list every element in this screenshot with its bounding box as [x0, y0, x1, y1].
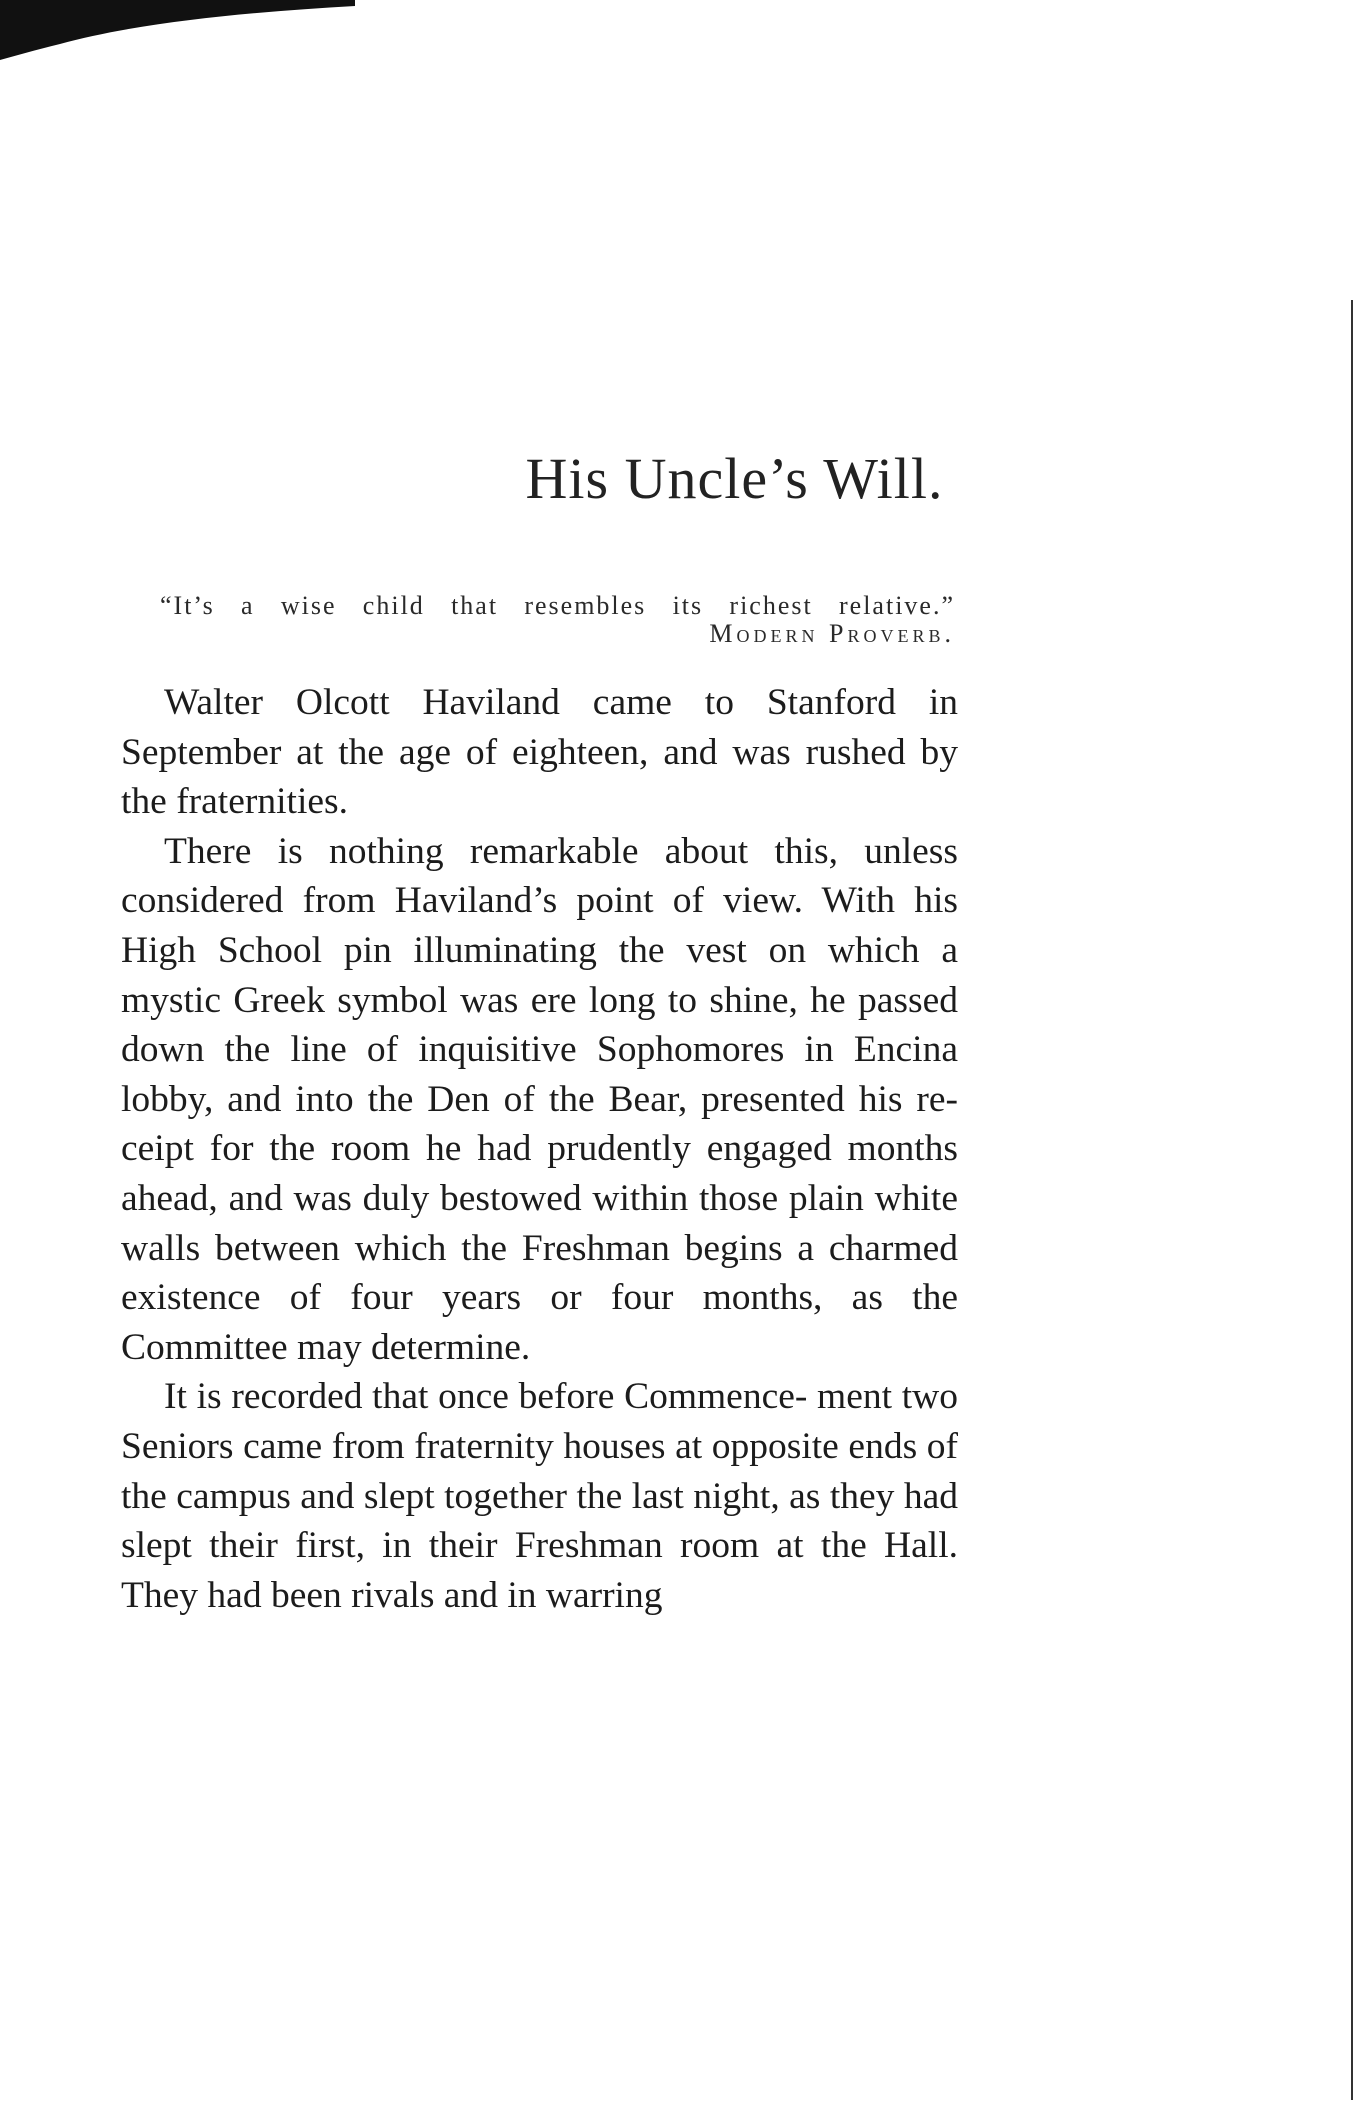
- chapter-title: His Uncle’s Will.: [525, 446, 944, 511]
- body-text: [121, 678, 958, 1620]
- paragraph: Walter Olcott Haviland came to Stanford in September at the age of eighteen, and was rushed by the fraternities.: [121, 682, 958, 823]
- paragraph: It is recorded that once before Commence- ment two Seniors came from fraternity houses at opposite ends of the campus and slept together the last night, as they had slept their first, in their Freshman room at the Hall. They had been rivals and in warring: [121, 1376, 958, 1616]
- scan-artifact-right-edge: [1349, 300, 1355, 2100]
- scan-artifact-top-left: [0, 0, 355, 60]
- epigraph-source: Modern Proverb.: [709, 619, 955, 648]
- epigraph: [160, 592, 955, 648]
- paragraph: There is nothing remarkable about this, unless considered from Haviland’s point of view. With his High School pin illuminating the vest on which a mystic Greek symbol was ere long to shine, he passed down the line of inquisitive Sophomores in Encina lobby, and into the Den of the Bear, presented his re- ceipt for the room he had prudently engaged months ahead, and was duly bestowed within those plain white walls between which the Freshman begins a charmed existence of four years or four months, as the Committee may determine.: [121, 830, 958, 1368]
- epigraph-quote: “It’s a wise child that resembles its richest relative.”: [160, 591, 955, 620]
